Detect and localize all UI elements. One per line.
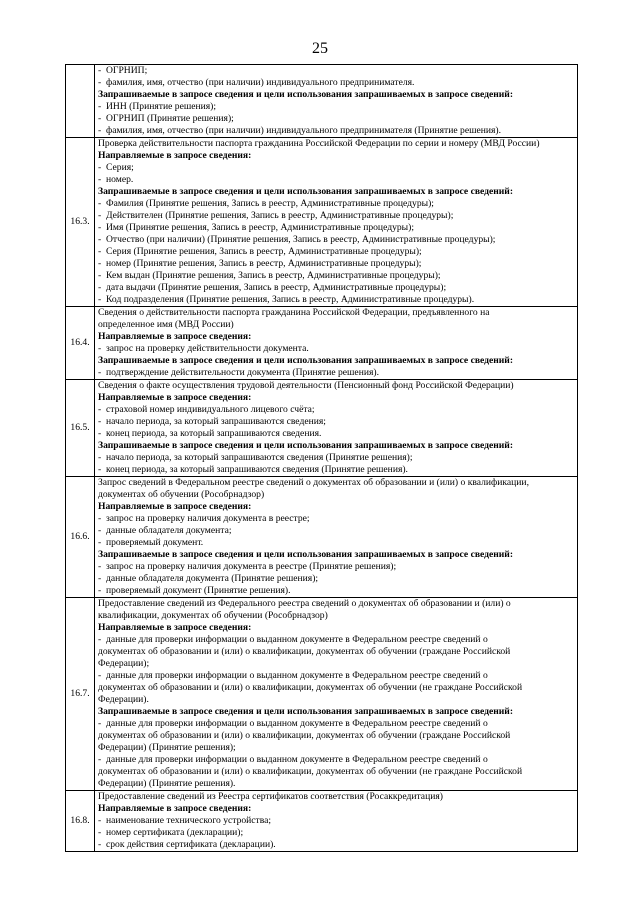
list-item: - Код подразделения (Принятие решения, Запись в реестр, Административные процедуры).: [98, 294, 574, 306]
text-line: Запрос сведений в Федеральном реестре сведений о документах об образовании и (или) о квалификации,: [98, 477, 529, 488]
list-item: - Серия (Принятие решения, Запись в реестр, Административные процедуры);: [98, 246, 574, 258]
list-item: - данные для проверки информации о выданном документе в Федеральном реестре сведений о: [98, 634, 574, 646]
list-item: - начало периода, за который запрашиваются сведения;: [98, 416, 574, 428]
row-number: 16.4.: [66, 307, 95, 380]
text-line: документах об образовании и (или) о квалификации, документах об обучении (граждане Российской: [98, 730, 511, 741]
list-item: - страховой номер индивидуального лицевого счёта;: [98, 404, 574, 416]
section-heading: Запрашиваемые в запросе сведения и цели использования запрашиваемых в запросе сведений:: [98, 549, 514, 560]
list-item: - номер сертификата (декларации);: [98, 827, 574, 839]
list-item: - ОГРНИП (Принятие решения);: [98, 113, 574, 125]
list-item: - ИНН (Принятие решения);: [98, 101, 574, 113]
row-content: [95, 138, 578, 307]
list-item: - наименование технического устройства;: [98, 815, 574, 827]
table-row: [66, 598, 578, 791]
row-content: [95, 791, 578, 852]
text-line: Сведения о факте осуществления трудовой деятельности (Пенсионный фонд Российской Федерации): [98, 380, 514, 391]
text-line: Федерации);: [98, 658, 150, 669]
section-heading: Направляемые в запросе сведения:: [98, 331, 252, 342]
row-content: [95, 307, 578, 380]
list-item: - Отчество (при наличии) (Принятие решения, Запись в реестр, Административные процедуры);: [98, 234, 574, 246]
text-line: Федерации).: [98, 694, 149, 705]
section-heading: Запрашиваемые в запросе сведения и цели использования запрашиваемых в запросе сведений:: [98, 89, 514, 100]
list-item: - Имя (Принятие решения, Запись в реестр, Административные процедуры);: [98, 222, 574, 234]
table-row: [66, 65, 578, 138]
section-heading: Запрашиваемые в запросе сведения и цели использования запрашиваемых в запросе сведений:: [98, 355, 514, 366]
list-item: - начало периода, за который запрашиваются сведения (Принятие решения);: [98, 452, 574, 464]
list-item: - Фамилия (Принятие решения, Запись в реестр, Административные процедуры);: [98, 198, 574, 210]
row-number: 16.7.: [66, 598, 95, 791]
list-item: - запрос на проверку наличия документа в реестре;: [98, 513, 574, 525]
list-item: - фамилия, имя, отчество (при наличии) индивидуального предпринимателя (Принятие решения).: [98, 125, 574, 137]
section-heading: Направляемые в запросе сведения:: [98, 501, 252, 512]
list-item: - конец периода, за который запрашиваются сведения (Принятие решения).: [98, 464, 574, 476]
text-line: квалификации, документах об обучении (Рособрнадзор): [98, 610, 328, 621]
list-item: - данные для проверки информации о выданном документе в Федеральном реестре сведений о: [98, 754, 574, 766]
text-line: документах об образовании и (или) о квалификации, документах об обучении (не граждане Российской: [98, 682, 523, 693]
list-item: - ОГРНИП;: [98, 65, 574, 77]
list-item: - срок действия сертификата (декларации).: [98, 839, 574, 851]
table-row: [66, 380, 578, 477]
row-number: 16.3.: [66, 138, 95, 307]
row-content: [95, 477, 578, 598]
text-line: Федерации) (Принятие решения);: [98, 742, 236, 753]
list-item: - подтверждение действительности документа (Принятие решения).: [98, 367, 574, 379]
row-number: 16.6.: [66, 477, 95, 598]
requirements-table: [65, 64, 578, 852]
text-line: определенное имя (МВД России): [98, 319, 234, 330]
list-item: - данные для проверки информации о выданном документе в Федеральном реестре сведений о: [98, 718, 574, 730]
text-line: Федерации) (Принятие решения).: [98, 778, 236, 789]
list-item: - проверяемый документ.: [98, 537, 574, 549]
list-item: - запрос на проверку наличия документа в реестре (Принятие решения);: [98, 561, 574, 573]
list-item: - номер.: [98, 174, 574, 186]
row-number: 16.8.: [66, 791, 95, 852]
text-line: Предоставление сведений из Реестра сертификатов соответствия (Росаккредитация): [98, 791, 443, 802]
text-line: Проверка действительности паспорта гражданина Российской Федерации по серии и номеру (МВД России): [98, 138, 540, 149]
section-heading: Запрашиваемые в запросе сведения и цели использования запрашиваемых в запросе сведений:: [98, 440, 514, 451]
list-item: - данные обладателя документа (Принятие решения);: [98, 573, 574, 585]
row-number: 16.5.: [66, 380, 95, 477]
list-item: - Серия;: [98, 162, 574, 174]
list-item: - фамилия, имя, отчество (при наличии) индивидуального предпринимателя.: [98, 77, 574, 89]
section-heading: Направляемые в запросе сведения:: [98, 803, 252, 814]
list-item: - запрос на проверку действительности документа.: [98, 343, 574, 355]
row-number: [66, 65, 95, 138]
row-content: [95, 65, 578, 138]
list-item: - Действителен (Принятие решения, Запись в реестр, Административные процедуры);: [98, 210, 574, 222]
text-line: документах об образовании и (или) о квалификации, документах об обучении (не граждане Российской: [98, 766, 523, 777]
table-row: [66, 477, 578, 598]
list-item: - проверяемый документ (Принятие решения).: [98, 585, 574, 597]
section-heading: Направляемые в запросе сведения:: [98, 622, 252, 633]
list-item: - дата выдачи (Принятие решения, Запись в реестр, Административные процедуры);: [98, 282, 574, 294]
page-number: 25: [312, 40, 328, 57]
list-item: - конец периода, за который запрашиваются сведения.: [98, 428, 574, 440]
list-item: - Кем выдан (Принятие решения, Запись в реестр, Административные процедуры);: [98, 270, 574, 282]
text-line: документах об образовании и (или) о квалификации, документах об обучении (граждане Российской: [98, 646, 511, 657]
table-row: [66, 307, 578, 380]
section-heading: Направляемые в запросе сведения:: [98, 150, 252, 161]
text-line: Сведения о действительности паспорта гражданина Российской Федерации, предъявленного на: [98, 307, 490, 318]
table-row: [66, 791, 578, 852]
text-line: документах об обучении (Рособрнадзор): [98, 489, 265, 500]
table-row: [66, 138, 578, 307]
section-heading: Запрашиваемые в запросе сведения и цели использования запрашиваемых в запросе сведений:: [98, 186, 514, 197]
text-line: Предоставление сведений из Федерального реестра сведений о документах об образовании и (или) о: [98, 598, 511, 609]
row-content: [95, 598, 578, 791]
list-item: - данные обладателя документа;: [98, 525, 574, 537]
section-heading: Запрашиваемые в запросе сведения и цели использования запрашиваемых в запросе сведений:: [98, 706, 514, 717]
row-content: [95, 380, 578, 477]
list-item: - номер (Принятие решения, Запись в реестр, Административные процедуры);: [98, 258, 574, 270]
list-item: - данные для проверки информации о выданном документе в Федеральном реестре сведений о: [98, 670, 574, 682]
section-heading: Направляемые в запросе сведения:: [98, 392, 252, 403]
